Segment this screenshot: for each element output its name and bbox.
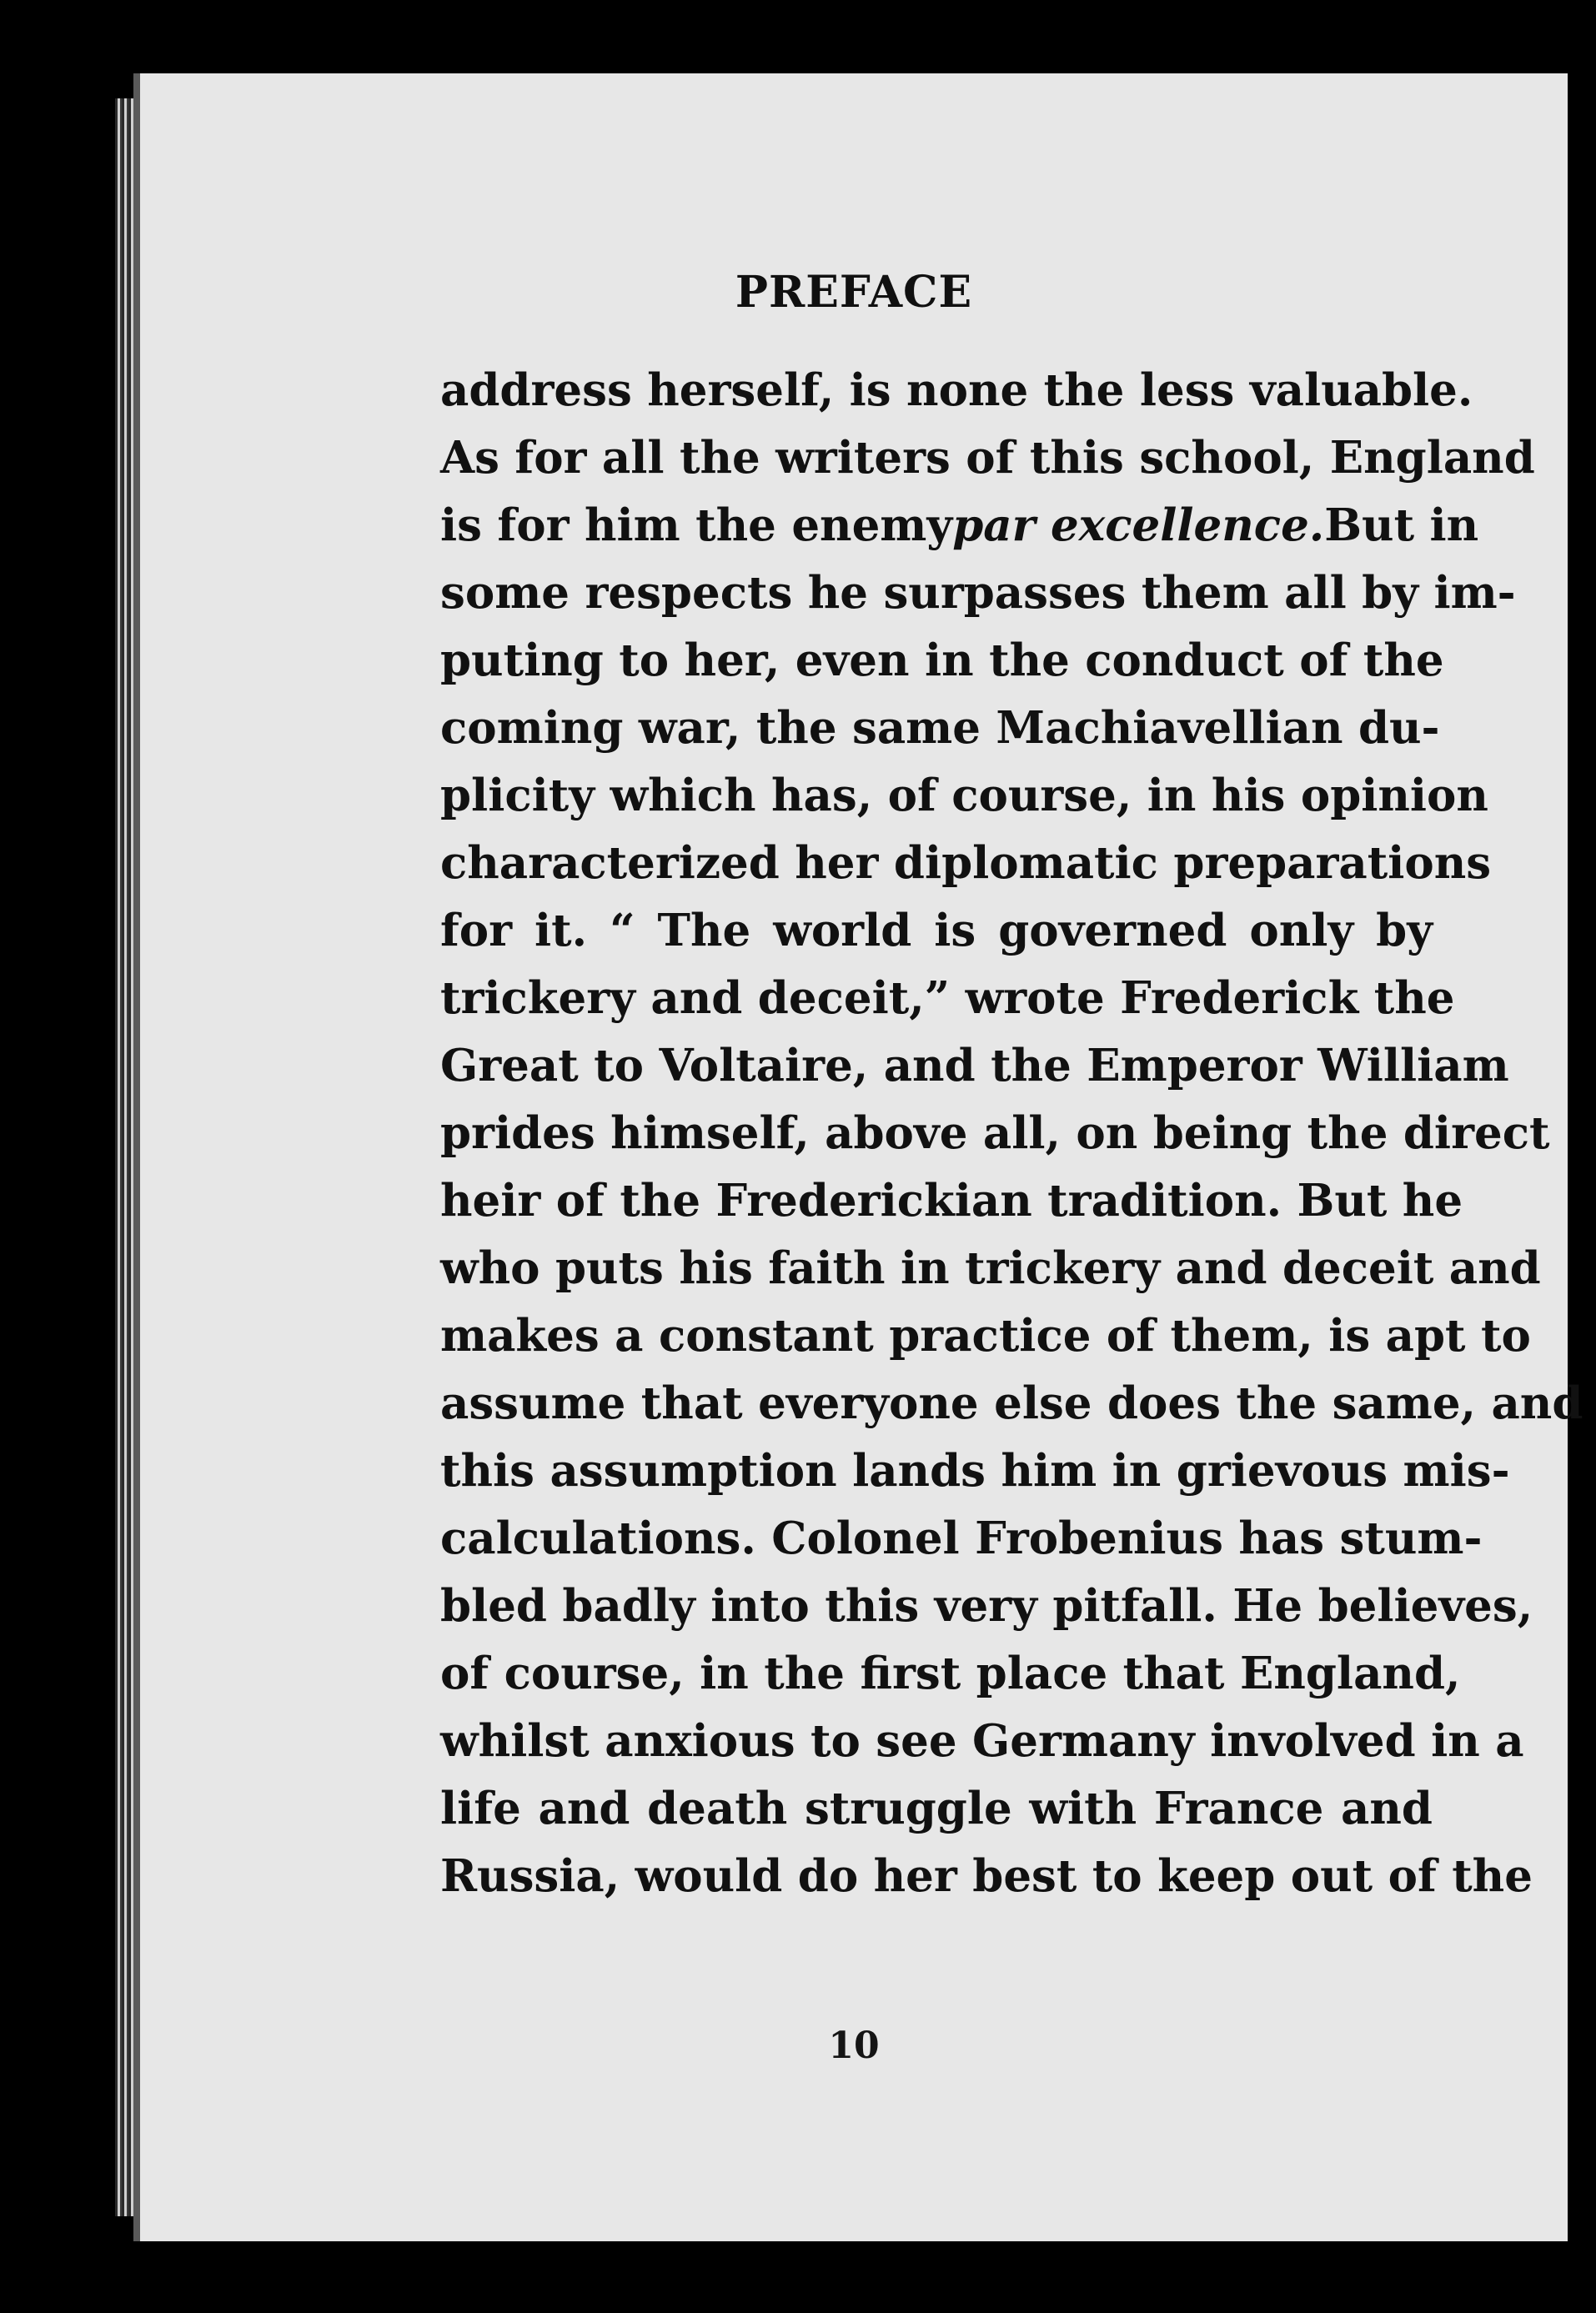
text-line: life and death struggle with France and	[440, 1783, 1433, 1834]
text-line: bled badly into this very pitfall. He believes,	[440, 1580, 1533, 1632]
text-line: trickery and deceit,” wrote Frederick the	[440, 972, 1455, 1024]
text-segment: But in	[1324, 499, 1479, 551]
text-line: characterized her diplomatic preparations	[440, 837, 1492, 889]
text-line: coming war, the same Machiavellian du-	[440, 702, 1440, 754]
book-page	[133, 73, 1583, 2241]
text-line: for it. “ The world is governed only by	[440, 905, 1433, 956]
text-line: who puts his faith in trickery and deceit and	[440, 1242, 1541, 1294]
text-line: address herself, is none the less valuable.	[440, 364, 1473, 416]
text-line	[440, 492, 1479, 559]
text-line: prides himself, above all, on being the direct	[440, 1107, 1550, 1159]
text-line: plicity which has, of course, in his opinion	[440, 770, 1488, 821]
text-segment: is for him the enemy	[440, 499, 953, 551]
page-number: 10	[828, 2025, 880, 2067]
text-line: this assumption lands him in grievous mis-	[440, 1445, 1510, 1497]
text-line: Great to Voltaire, and the Emperor William	[440, 1040, 1509, 1091]
text-line: As for all the writers of this school, England	[440, 432, 1535, 484]
text-line: calculations. Colonel Frobenius has stum-	[440, 1513, 1483, 1564]
text-line: some respects he surpasses them all by im-	[440, 567, 1516, 619]
running-header: PREFACE	[735, 267, 973, 318]
text-line: makes a constant practice of them, is apt to	[440, 1310, 1531, 1362]
text-line: Russia, would do her best to keep out of the	[440, 1850, 1533, 1902]
text-line: assume that everyone else does the same, and	[440, 1377, 1583, 1429]
text-line: puting to her, even in the conduct of the	[440, 635, 1444, 686]
body-text	[440, 357, 1583, 1910]
text-line: whilst anxious to see Germany involved in a	[440, 1715, 1524, 1767]
italic-phrase: par excellence.	[952, 499, 1325, 551]
text-line: of course, in the first place that England,	[440, 1648, 1461, 1699]
text-line: heir of the Frederickian tradition. But he	[440, 1175, 1463, 1227]
